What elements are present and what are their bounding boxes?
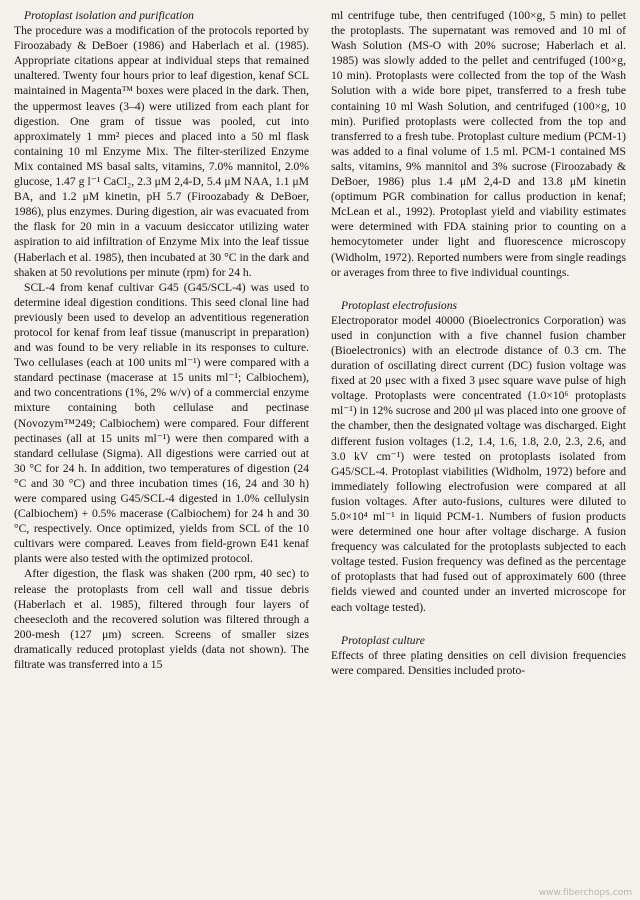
paragraph-after-digestion: After digestion, the flask was shaken (200 rpm, 40 sec) to release the protoplasts from cell wall and tissue debris (Haberlach et al. 1985), filtered through four layers of cheesecloth and the recovered solution was filtered through a 200-mesh (127 μm) screen. Screens of smaller sizes dramatically reduced protoplast yields (data not shown). The filtrate was transferred into a 15 — [14, 567, 309, 672]
watermark: www.fiberchops.com — [538, 888, 632, 898]
paragraph-continuation: ml centrifuge tube, then centrifuged (100×g, 5 min) to pellet the protoplasts. The supernatant was removed and 10 ml of Wash Solution (MS-O with 20% sucrose; Haberlach et al. 1985) was slowly added to the pellet and centrifuged (100×g, 10 min). Protoplasts were collected from the top of the Wash Solution with a wide bore pipet, transferred to a fresh tube containing 10 ml Wash Solution, and centrifuged (100×g, 10 min). Purified protoplasts were collected from the top and transferred to a fresh tube. Protoplast culture medium (PCM-1) was added to a final volume of 1.5 ml. PCM-1 contained MS salts, vitamins, 9% mannitol and 3% sucrose (Firoozabady & DeBoer, 1986) plus 1.4 μM 2,4-D and 13.8 μM kinetin (optimum PGR combination for callus production in kenaf; McLean et al., 1992). Protoplast yield and viability estimates were determined with FDA staining prior to counting on a hemocytometer under light and fluorescence microscopy (Widholm, 1972). Reported numbers were from single readings or averages from three to five individual countings. — [331, 9, 626, 279]
right-column — [331, 8, 626, 900]
section-heading-isolation: Protoplast isolation and purification — [24, 9, 194, 22]
left-column — [14, 8, 309, 900]
paragraph-procedure: The procedure was a modification of the protocols reported by Firoozabady & DeBoer (1986) and Haberlach et al. (1985). Appropriate citations appear at individual steps that remained unaltered. Twenty four hours prior to leaf digestion, kenaf SCL maintained in Magenta™ boxes were placed in the dark. Then, the uppermost leaves (3–4) were utilized from each plant for digestion. One gram of tissue was pooled, cut into approximately 1 mm² pieces and placed into a 50 ml flask containing 10 ml Enzyme Mix. The filter-sterilized Enzyme Mix contained MS basal salts, vitamins, 7.0% mannitol, 2.0% glucose, 1.47 g l⁻¹ CaCl₂, 2.3 μM 2,4-D, 5.4 μM NAA, 1.1 μM BA, and 1.2 μM kinetin, pH 5.7 (Firoozabady & DeBoer, 1986), plus enzymes. During digestion, air was evacuated from the flask for 20 min in a vacuum desiccator utilizing water aspiration to aid infiltration of Enzyme Mix into the leaf tissue (Haberlach et al. 1985), then incubated at 30 °C in the dark and shaken at 50 revolutions per minute (rpm) for 24 h. — [14, 24, 309, 279]
paragraph-electrofusion: Electroporator model 40000 (Bioelectronics Corporation) was used in conjunction with a five channel fusion chamber (Bioelectronics) with an electrode distance of 0.3 cm. The duration of oscillating direct current (DC) fusion voltage was fixed at 20 μsec with a fixed 3 μsec square wave pulse of high voltage. Protoplasts were concentrated (1.0×10⁶ protoplasts ml⁻¹) in 12% sucrose and 200 μl was placed into one groove of the chamber, then the designated voltage was discharged. Eight different fusion voltages (1.2, 1.4, 1.6, 1.8, 2.0, 2.3, 2.6, and 3.0 kV cm⁻¹) were tested on protoplasts isolated from G45/SCL-4. Protoplast viabilities (Widholm, 1972) before and immediately following electrofusion were compared at all fusion voltages. After auto-fusions, cultures were diluted to 5.0×10⁴ ml⁻¹ in liquid PCM-1. Numbers of fusion products were determined one hour after voltage discharge. A fusion frequency was calculated for the protoplasts subjected to each voltage tested. Fusion frequency was defined as the percentage of protoplasts that had fused out of approximately 600 (three fields viewed and counted under an inverted microscope for each voltage tested). — [331, 313, 626, 614]
paragraph-scl4: SCL-4 from kenaf cultivar G45 (G45/SCL-4) was used to determine ideal digestion conditions. This seed clonal line had previously been used to develop an adventitious regeneration protocol for kenaf from leaf tissue (manuscript in preparation) and was found to be very reliable in its responses to culture. Two cellulases (each at 100 units ml⁻¹) were compared with a standard pectinase (macerase at 15 units ml⁻¹; Calbiochem), and two concentrations (1%, 2% w/v) of a commercial enzyme mixture containing both cellulase and pectinase (Novozym™249; Calbiochem) were compared. Four different pectinases (all at 15 units ml⁻¹) were then compared with a standard cellulase (Sigma). All digestions were carried out at 30 °C for 24 h. In addition, two temperatures of digestion (24 °C and 30 °C) and three incubation times (16, 24 and 30 h) were compared using G45/SCL-4 digested in 1.0% cellulysin (Calbiochem) + 0.5% macerase (Calbiochem) for 24 h and 30 °C, respectively. Once optimized, yields from SCL of the 10 cultivars were compared. Leaves from field-grown E41 kenaf plants were also tested with the optimized protocol. — [14, 280, 309, 566]
section-heading-electrofusions: Protoplast electrofusions — [341, 298, 458, 312]
paragraph-culture: Effects of three plating densities on cell division frequencies were compared. Densities included proto- — [331, 648, 626, 677]
section-heading-culture: Protoplast culture — [341, 633, 425, 647]
